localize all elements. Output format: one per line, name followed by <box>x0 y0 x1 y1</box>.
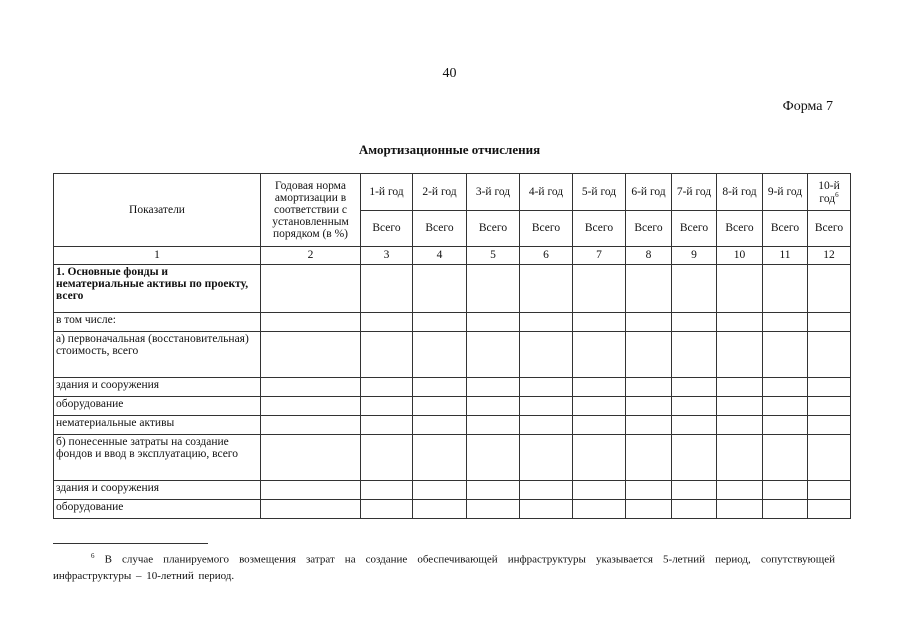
data-cell <box>520 378 573 397</box>
data-cell <box>467 397 520 416</box>
data-cell <box>763 416 808 435</box>
data-cell <box>520 416 573 435</box>
data-cell <box>261 313 361 332</box>
data-cell <box>261 435 361 481</box>
data-cell <box>672 332 717 378</box>
row-label: нематериальные активы <box>54 416 261 435</box>
table-row <box>54 435 851 481</box>
data-cell <box>520 265 573 313</box>
data-cell <box>573 265 626 313</box>
data-cell <box>672 378 717 397</box>
data-cell <box>672 481 717 500</box>
data-cell <box>808 378 851 397</box>
table-row <box>54 313 851 332</box>
data-cell <box>626 397 672 416</box>
data-cell <box>626 313 672 332</box>
data-cell <box>413 481 467 500</box>
table-row <box>54 416 851 435</box>
header-year: 2-й год <box>413 174 467 211</box>
data-cell <box>672 416 717 435</box>
data-cell <box>717 500 763 519</box>
header-total: Всего <box>413 211 467 247</box>
column-number: 6 <box>520 247 573 265</box>
data-cell <box>573 332 626 378</box>
data-cell <box>467 481 520 500</box>
data-cell <box>763 265 808 313</box>
data-cell <box>717 265 763 313</box>
header-year: 7-й год <box>672 174 717 211</box>
data-cell <box>467 500 520 519</box>
data-cell <box>520 435 573 481</box>
row-label: б) понесенные затраты на создание фондов и ввод в эксплуатацию, всего <box>54 435 261 481</box>
data-cell <box>261 481 361 500</box>
column-number: 5 <box>467 247 520 265</box>
column-number: 2 <box>261 247 361 265</box>
data-cell <box>467 378 520 397</box>
data-cell <box>413 416 467 435</box>
data-cell <box>467 332 520 378</box>
header-year: 1-й год <box>361 174 413 211</box>
data-cell <box>672 435 717 481</box>
footnote-divider <box>53 543 208 544</box>
data-cell <box>808 313 851 332</box>
data-cell <box>261 416 361 435</box>
data-cell <box>808 435 851 481</box>
data-cell <box>261 265 361 313</box>
data-cell <box>261 397 361 416</box>
data-cell <box>520 397 573 416</box>
data-cell <box>626 500 672 519</box>
header-total: Всего <box>717 211 763 247</box>
column-number: 7 <box>573 247 626 265</box>
row-label: а) первоначальная (восстановительная) стоимость, всего <box>54 332 261 378</box>
data-cell <box>717 332 763 378</box>
data-cell <box>626 481 672 500</box>
row-label: оборудование <box>54 500 261 519</box>
header-total: Всего <box>361 211 413 247</box>
data-cell <box>520 481 573 500</box>
data-cell <box>413 378 467 397</box>
header-total: Всего <box>763 211 808 247</box>
data-cell <box>672 397 717 416</box>
data-cell <box>520 500 573 519</box>
data-cell <box>573 313 626 332</box>
data-cell <box>672 313 717 332</box>
data-cell <box>520 313 573 332</box>
data-cell <box>413 397 467 416</box>
data-cell <box>763 500 808 519</box>
data-cell <box>717 378 763 397</box>
header-row-years <box>54 174 851 211</box>
header-year: 3-й год <box>467 174 520 211</box>
data-cell <box>261 378 361 397</box>
data-cell <box>717 481 763 500</box>
data-cell <box>413 500 467 519</box>
column-number: 3 <box>361 247 413 265</box>
header-total: Всего <box>520 211 573 247</box>
table-row <box>54 265 851 313</box>
data-cell <box>763 313 808 332</box>
column-number: 4 <box>413 247 467 265</box>
data-cell <box>467 313 520 332</box>
data-cell <box>520 332 573 378</box>
data-cell <box>261 500 361 519</box>
row-label: здания и сооружения <box>54 481 261 500</box>
data-cell <box>808 481 851 500</box>
data-cell <box>573 435 626 481</box>
header-year-10-label: 10-й год <box>818 179 840 205</box>
data-cell <box>626 416 672 435</box>
column-number: 12 <box>808 247 851 265</box>
data-cell <box>763 435 808 481</box>
table-row <box>54 481 851 500</box>
row-label: 1. Основные фонды и нематериальные активы по проекту, всего <box>54 265 261 313</box>
data-cell <box>413 332 467 378</box>
data-cell <box>573 481 626 500</box>
data-cell <box>808 397 851 416</box>
header-total: Всего <box>573 211 626 247</box>
table-row <box>54 332 851 378</box>
data-cell <box>361 378 413 397</box>
data-cell <box>573 416 626 435</box>
data-cell <box>808 500 851 519</box>
column-number: 11 <box>763 247 808 265</box>
header-total: Всего <box>808 211 851 247</box>
column-number: 10 <box>717 247 763 265</box>
data-cell <box>808 265 851 313</box>
data-cell <box>573 500 626 519</box>
data-cell <box>361 500 413 519</box>
header-year: 5-й год <box>573 174 626 211</box>
page-number: 40 <box>442 66 457 81</box>
data-cell <box>413 313 467 332</box>
data-cell <box>361 265 413 313</box>
data-cell <box>763 378 808 397</box>
data-cell <box>467 416 520 435</box>
header-year-10 <box>808 174 851 211</box>
data-cell <box>626 265 672 313</box>
header-year: 6-й год <box>626 174 672 211</box>
data-cell <box>717 435 763 481</box>
footnote-text: В случае планируемого возмещения затрат на создание обеспечивающей инфраструктуры указывается 5-летний период, сопутствующей инфраструктуры – 10-летний период. <box>53 553 836 583</box>
data-cell <box>361 416 413 435</box>
data-cell <box>763 481 808 500</box>
header-total: Всего <box>467 211 520 247</box>
form-label: Форма 7 <box>782 99 833 114</box>
data-cell <box>763 397 808 416</box>
column-number: 8 <box>626 247 672 265</box>
depreciation-table <box>53 173 851 519</box>
data-cell <box>413 265 467 313</box>
header-year: 4-й год <box>520 174 573 211</box>
footnote <box>53 551 835 585</box>
header-year: 8-й год <box>717 174 763 211</box>
data-cell <box>717 416 763 435</box>
header-total: Всего <box>626 211 672 247</box>
data-cell <box>626 435 672 481</box>
data-cell <box>626 332 672 378</box>
table-row <box>54 397 851 416</box>
data-cell <box>361 332 413 378</box>
row-label: в том числе: <box>54 313 261 332</box>
data-cell <box>717 313 763 332</box>
table-row <box>54 500 851 519</box>
data-cell <box>626 378 672 397</box>
row-label: здания и сооружения <box>54 378 261 397</box>
column-number: 1 <box>54 247 261 265</box>
data-cell <box>361 435 413 481</box>
data-cell <box>361 397 413 416</box>
data-cell <box>573 378 626 397</box>
data-cell <box>763 332 808 378</box>
data-cell <box>808 416 851 435</box>
data-cell <box>808 332 851 378</box>
data-cell <box>361 481 413 500</box>
data-cell <box>672 500 717 519</box>
data-cell <box>361 313 413 332</box>
table-row <box>54 378 851 397</box>
data-cell <box>717 397 763 416</box>
data-cell <box>672 265 717 313</box>
footnote-mark: 6 <box>835 190 839 199</box>
header-total: Всего <box>672 211 717 247</box>
header-indicators: Показатели <box>54 174 261 247</box>
document-title: Амортизационные отчисления <box>358 142 541 157</box>
header-rate: Годовая норма амортизации в соответствии с установленным порядком (в %) <box>261 174 361 247</box>
column-number-row <box>54 247 851 265</box>
header-year: 9-й год <box>763 174 808 211</box>
footnote-mark: 6 <box>91 552 95 560</box>
row-label: оборудование <box>54 397 261 416</box>
data-cell <box>467 265 520 313</box>
data-cell <box>261 332 361 378</box>
data-cell <box>467 435 520 481</box>
data-cell <box>573 397 626 416</box>
data-cell <box>413 435 467 481</box>
column-number: 9 <box>672 247 717 265</box>
